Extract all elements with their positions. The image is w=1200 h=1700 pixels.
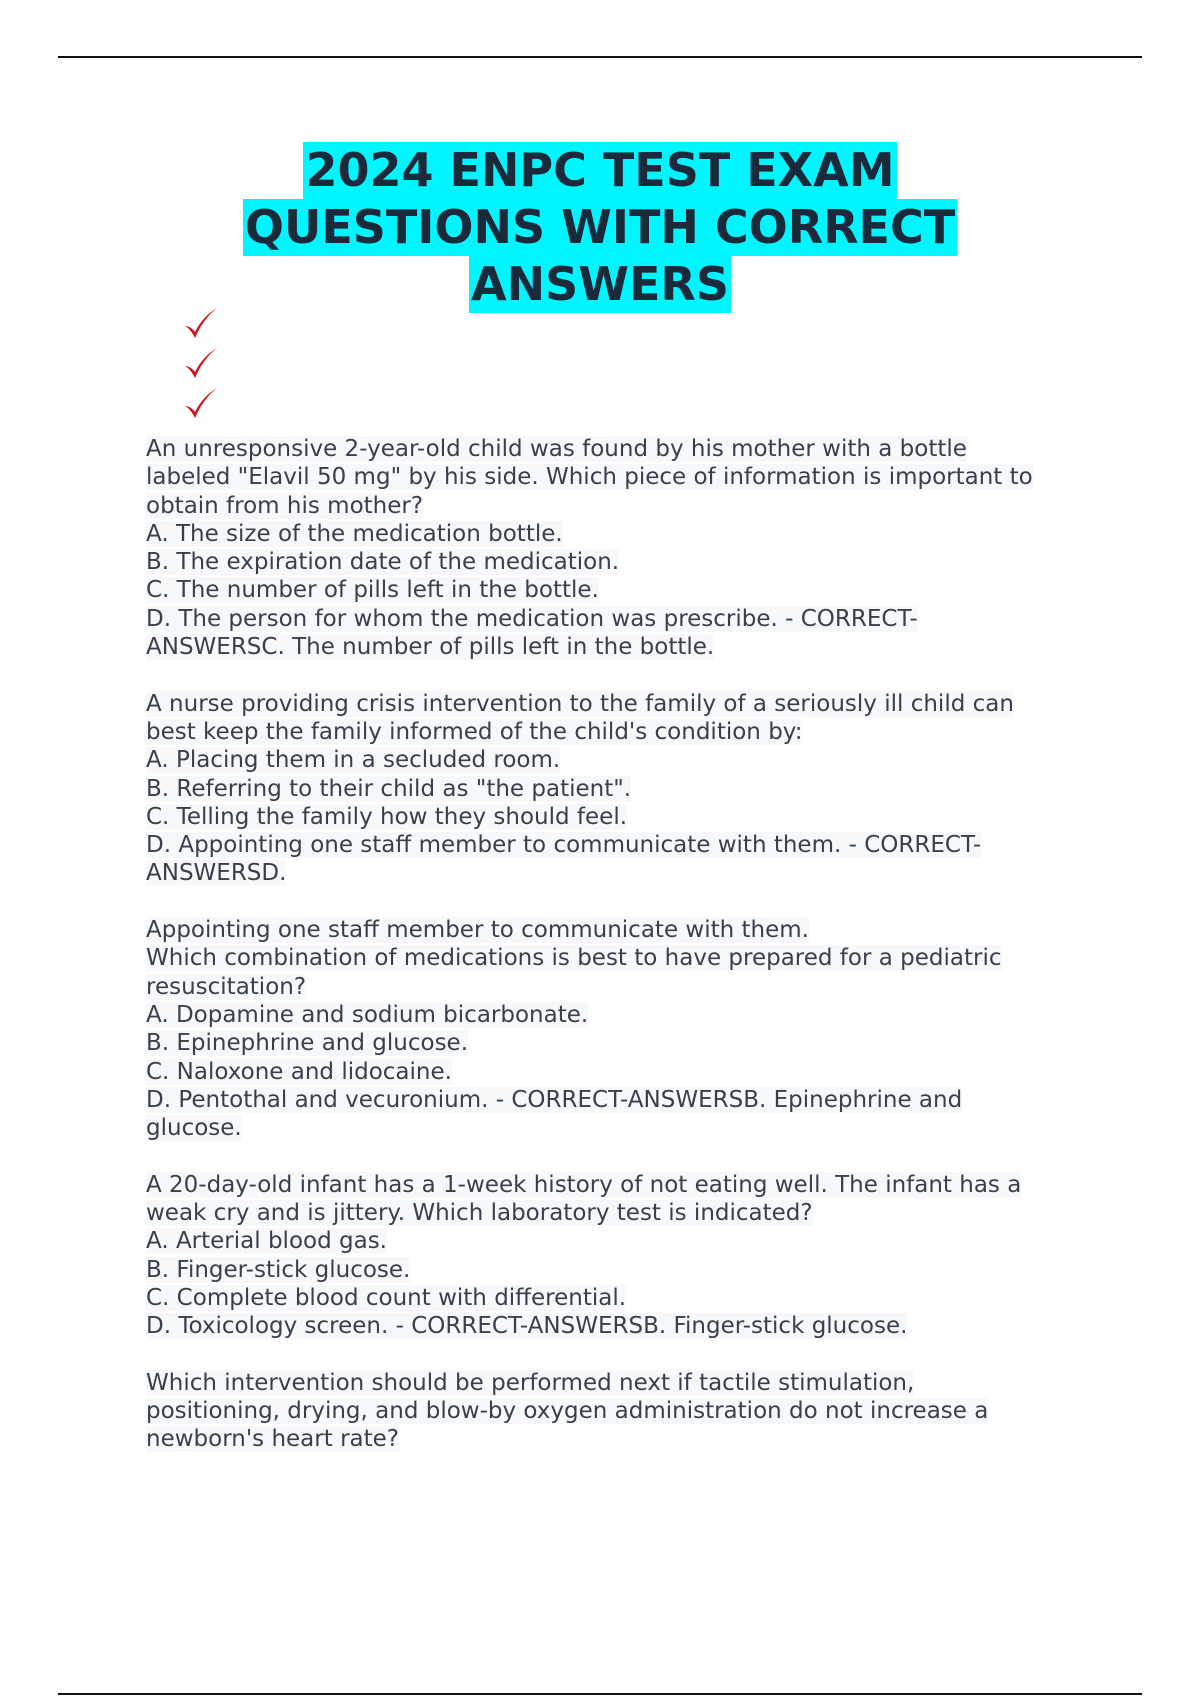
text-line: D. Pentothal and vecuronium. - CORRECT-ANSWERSB. Epinephrine and	[146, 1086, 963, 1113]
text-line: A. The size of the medication bottle.	[146, 520, 563, 547]
title-line-1: 2024 ENPC TEST EXAM	[305, 143, 895, 197]
text-line: labeled "Elavil 50 mg" by his side. Which piece of information is important to	[146, 464, 1033, 491]
text-line: A nurse providing crisis intervention to the family of a seriously ill child can	[146, 690, 1014, 717]
text-line: C. Naloxone and lidocaine.	[146, 1058, 452, 1085]
checkmark-list	[183, 304, 219, 424]
text-line: glucose.	[146, 1115, 242, 1142]
checkmark-icon	[183, 384, 219, 424]
text-line: positioning, drying, and blow-by oxygen administration do not increase a	[146, 1398, 989, 1425]
document-title	[0, 142, 1200, 313]
question-content	[146, 435, 1086, 1454]
text-line: A 20-day-old infant has a 1-week history of not eating well. The infant has a	[146, 1171, 1022, 1198]
text-line: resuscitation?	[146, 973, 307, 1000]
text-line: B. Referring to their child as "the patient".	[146, 775, 632, 802]
text-line: weak cry and is jittery. Which laboratory test is indicated?	[146, 1200, 813, 1227]
text-line: A. Dopamine and sodium bicarbonate.	[146, 1001, 589, 1028]
text-line: B. The expiration date of the medication.	[146, 549, 620, 576]
question-block-5	[146, 1369, 1086, 1454]
text-line: D. Appointing one staff member to communicate with them. - CORRECT-	[146, 832, 982, 859]
question-block-3	[146, 916, 1086, 1142]
checkmark-icon	[183, 344, 219, 384]
title-line-2: QUESTIONS WITH CORRECT	[244, 200, 956, 254]
text-line: best keep the family informed of the child's condition by:	[146, 718, 803, 745]
bottom-rule	[58, 1693, 1142, 1695]
question-block-2	[146, 690, 1086, 888]
text-line: ANSWERSD.	[146, 860, 287, 887]
text-line: newborn's heart rate?	[146, 1426, 399, 1453]
question-block-4	[146, 1171, 1086, 1341]
text-line: D. The person for whom the medication was prescribe. - CORRECT-	[146, 605, 918, 632]
text-line: C. Telling the family how they should feel.	[146, 803, 628, 830]
text-line: D. Toxicology screen. - CORRECT-ANSWERSB. Finger-stick glucose.	[146, 1313, 908, 1340]
text-line: B. Finger-stick glucose.	[146, 1256, 411, 1283]
text-line: An unresponsive 2-year-old child was found by his mother with a bottle	[146, 436, 967, 462]
text-line: ANSWERSC. The number of pills left in the bottle.	[146, 634, 715, 661]
text-line: Which intervention should be performed next if tactile stimulation,	[146, 1369, 915, 1396]
text-line: Appointing one staff member to communicate with them.	[146, 917, 809, 944]
text-line: obtain from his mother?	[146, 492, 424, 519]
text-line: C. Complete blood count with differential.	[146, 1284, 627, 1311]
checkmark-icon	[183, 304, 219, 344]
text-line: Which combination of medications is best to have prepared for a pediatric	[146, 945, 1002, 972]
text-line: C. The number of pills left in the bottle.	[146, 577, 599, 604]
question-block-1	[146, 435, 1086, 661]
text-line: A. Placing them in a secluded room.	[146, 747, 561, 774]
text-line: B. Epinephrine and glucose.	[146, 1030, 469, 1057]
top-rule	[58, 56, 1142, 58]
text-line: A. Arterial blood gas.	[146, 1228, 387, 1255]
title-line-3: ANSWERS	[471, 257, 729, 311]
